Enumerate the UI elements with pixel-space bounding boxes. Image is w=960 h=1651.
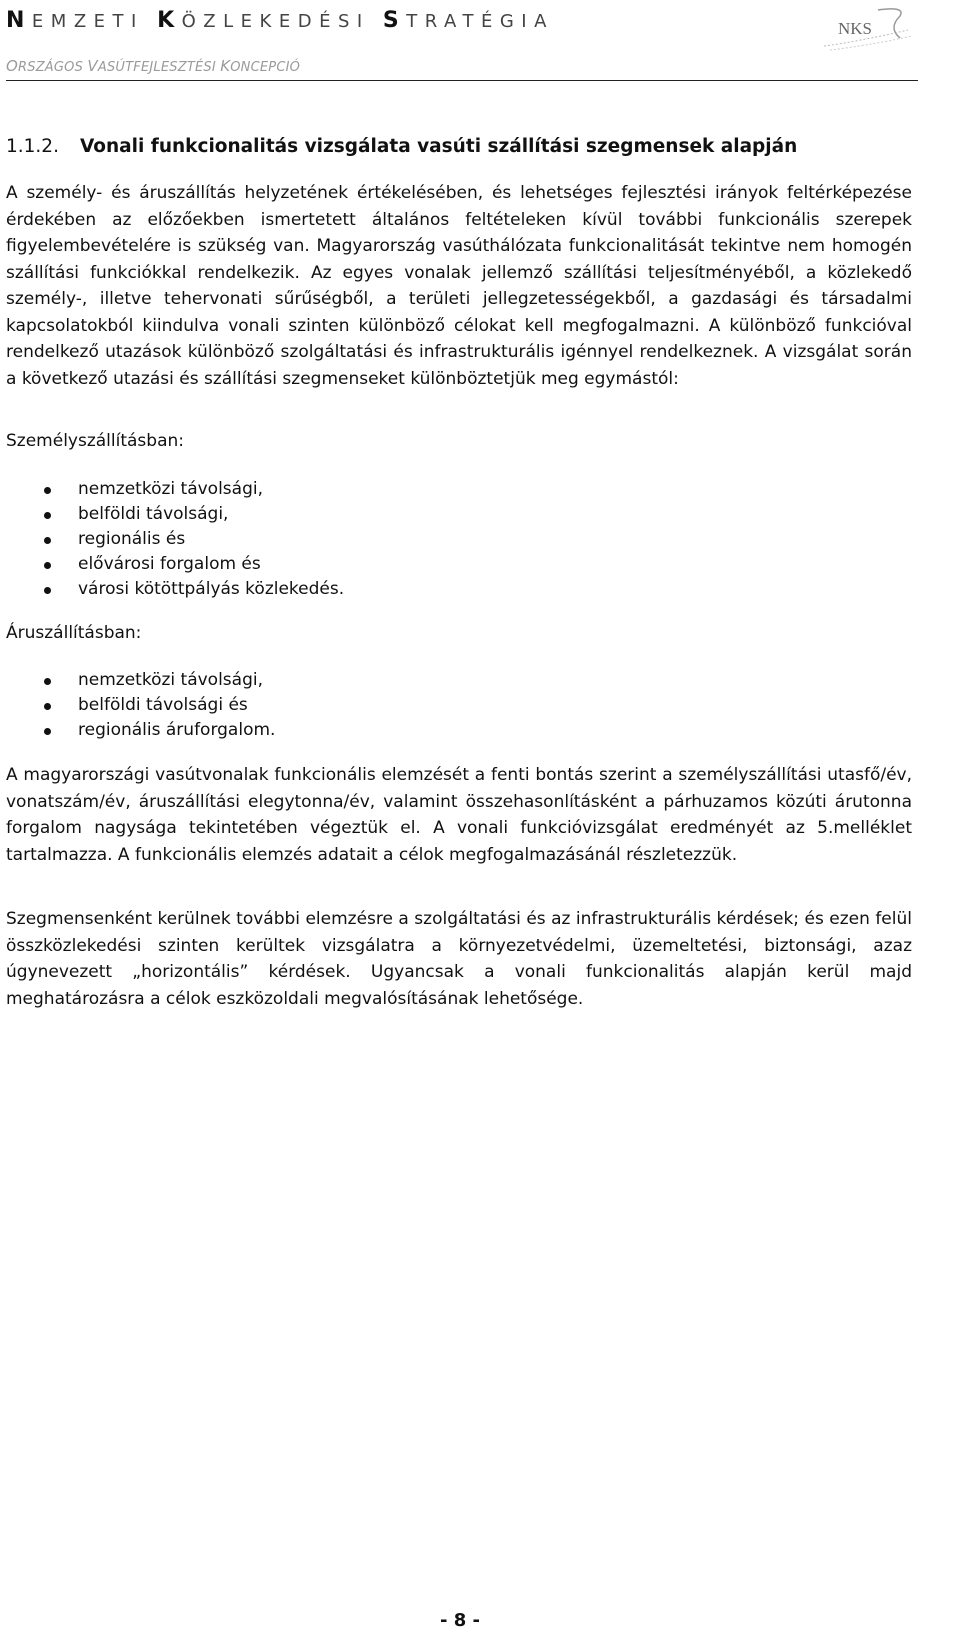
list-item: belföldi távolsági,: [6, 502, 344, 527]
list-item: nemzetközi távolsági,: [6, 477, 344, 502]
list-item: regionális áruforgalom.: [6, 718, 275, 743]
subtitle-word-1: ORSZÁGOS: [6, 57, 84, 75]
intro-paragraph: A személy- és áruszállítás helyzetének értékelésében, és lehetséges fejlesztési irányok feltérképezése érdekében az előzőekben ismertetett általános feltételeken kívül további funkcionális szerepek figyelembevételére is szükség van. Magyarország vasúthálózata funkcionalitását tekintve nem homogén szállítási funkciókkal rendelkezik. Az egyes vonalak jellemző szállítási teljesítményéből, a közlekedő személy-, illetve tehervonati sűrűségből, a területi jellegzetességekből, a gazdasági és társadalmi kapcsolatokból kiindulva vonali szinten különböző célokat kell megfogalmazni. A különböző funkcióval rendelkező utazások különböző szolgáltatási és infrastrukturális igénnyel rendelkeznek. A vizsgálat során a következő utazási és szállítási szegmenseket különböztetjük meg egymástól:: [6, 183, 912, 389]
passenger-label: Személyszállításban:: [6, 431, 184, 451]
title-word-1: NEMZETI: [6, 8, 144, 33]
section-number: 1.1.2.: [6, 136, 59, 157]
list-item: elővárosi forgalom és: [6, 552, 344, 577]
passenger-segment-list: [6, 477, 344, 602]
page-header: [6, 6, 918, 81]
segments-paragraph: Szegmensenként kerülnek további elemzésre a szolgáltatási és az infrastrukturális kérdések; és ezen felül összközlekedési szinten kerültek vizsgálatra a környezetvédelmi, üzemeltetési, biztonsági, azaz úgynevezett „horizontális” kérdések. Ugyancsak a vonali funkcionalitás alapján kerül majd meghatározásra a célok eszközoldali megvalósításának lehetősége.: [6, 909, 912, 1009]
logo-letters: NKS: [838, 19, 873, 38]
section-title: Vonali funkcionalitás vizsgálata vasúti szállítási szegmensek alapján: [80, 136, 798, 157]
freight-label: Áruszállításban:: [6, 623, 142, 643]
document-series-title: [6, 8, 554, 33]
nks-logo-icon: [816, 6, 916, 52]
document-subtitle: [6, 57, 300, 75]
analysis-paragraph: A magyarországi vasútvonalak funkcionális elemzését a fenti bontás szerint a személyszállítási utasfő/év, vonatszám/év, áruszállítási elegytonna/év, valamint összehasonlításként a párhuzamos közúti árutonna forgalom nagysága tekintetében végeztük el. A vonali funkcióvizsgálat eredményét az 5.melléklet tartalmazza. A funkcionális elemzés adatait a célok megfogalmazásánál részletezzük.: [6, 765, 912, 865]
list-item: regionális és: [6, 527, 344, 552]
title-word-3: STRATÉGIA: [382, 8, 554, 33]
list-item: nemzetközi távolsági,: [6, 668, 275, 693]
subtitle-word-3: KONCEPCIÓ: [220, 57, 301, 75]
section-heading: [6, 136, 797, 157]
subtitle-word-2: VASÚTFEJLESZTÉSI: [87, 57, 216, 75]
freight-segment-list: [6, 668, 275, 743]
list-item: belföldi távolsági és: [6, 693, 275, 718]
page-number: - 8 -: [440, 1610, 480, 1631]
title-word-2: KÖZLEKEDÉSI: [157, 8, 370, 33]
list-item: városi kötöttpályás közlekedés.: [6, 577, 344, 602]
